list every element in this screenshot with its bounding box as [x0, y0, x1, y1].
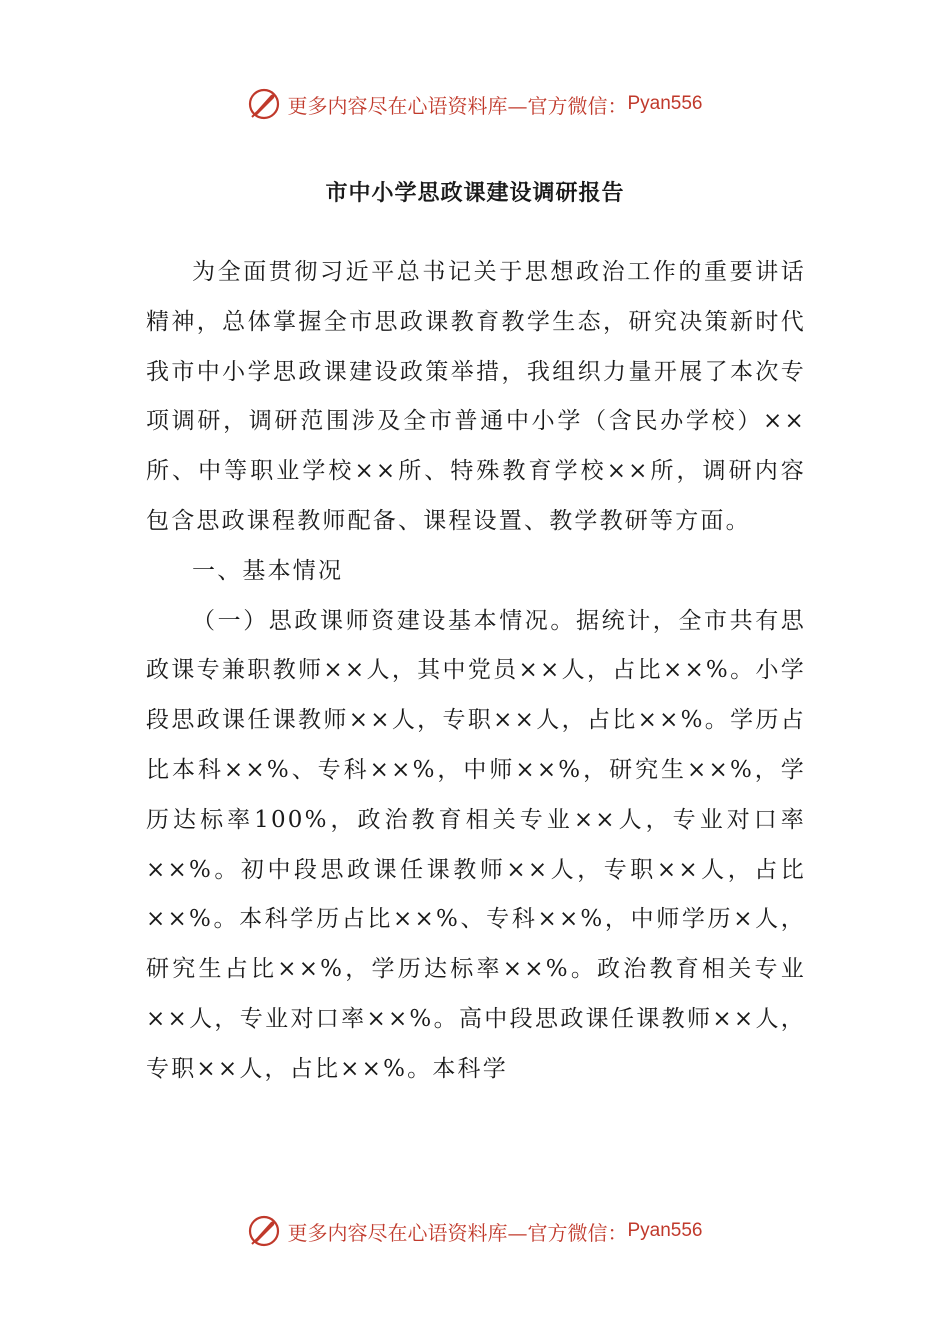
quill-pen-circle-icon	[247, 87, 281, 121]
watermark-wechat-id: Pyan556	[627, 93, 703, 114]
paragraph-intro: 为全面贯彻习近平总书记关于思想政治工作的重要讲话精神，总体掌握全市思政课教育教学生态，研究决策新时代我市中小学思政课建设政策举措，我组织力量开展了本次专项调研，调研范围涉及全市普通中小学（含民办学校）××所、中等职业学校××所、特殊教育学校××所，调研内容包含思政课程教师配备、课程设置、教学教研等方面。	[146, 259, 806, 534]
paragraph-teacher-staffing: （一）思政课师资建设基本情况。据统计，全市共有思政课专兼职教师××人，其中党员××人，占比××%。小学段思政课任课教师××人，专职××人，占比××%。学历占比本科××%、专科××%，中师××%，研究生××%，学历达标率100%，政治教育相关专业××人，专业对口率××%。初中段思政课任课教师××人，专职××人，占比××%。本科学历占比××%、专科××%，中师学历×人，研究生占比××%，学历达标率××%。政治教育相关专业××人，专业对口率××%。高中段思政课任课教师××人，专职××人，占比××%。本科学	[146, 607, 806, 1082]
section-heading-basic-situation: 一、基本情况	[192, 557, 344, 584]
watermark-brand-text: 更多内容尽在心语资料库—官方微信：	[287, 1220, 628, 1245]
document-title: 市中小学思政课建设调研报告	[325, 180, 625, 206]
watermark-banner-top	[0, 84, 950, 124]
document-body	[146, 248, 806, 1095]
watermark-brand-text: 更多内容尽在心语资料库—官方微信：	[287, 93, 628, 118]
watermark-banner-bottom	[0, 1211, 950, 1251]
watermark-wechat-id: Pyan556	[627, 1220, 703, 1241]
quill-pen-circle-icon	[247, 1214, 281, 1248]
